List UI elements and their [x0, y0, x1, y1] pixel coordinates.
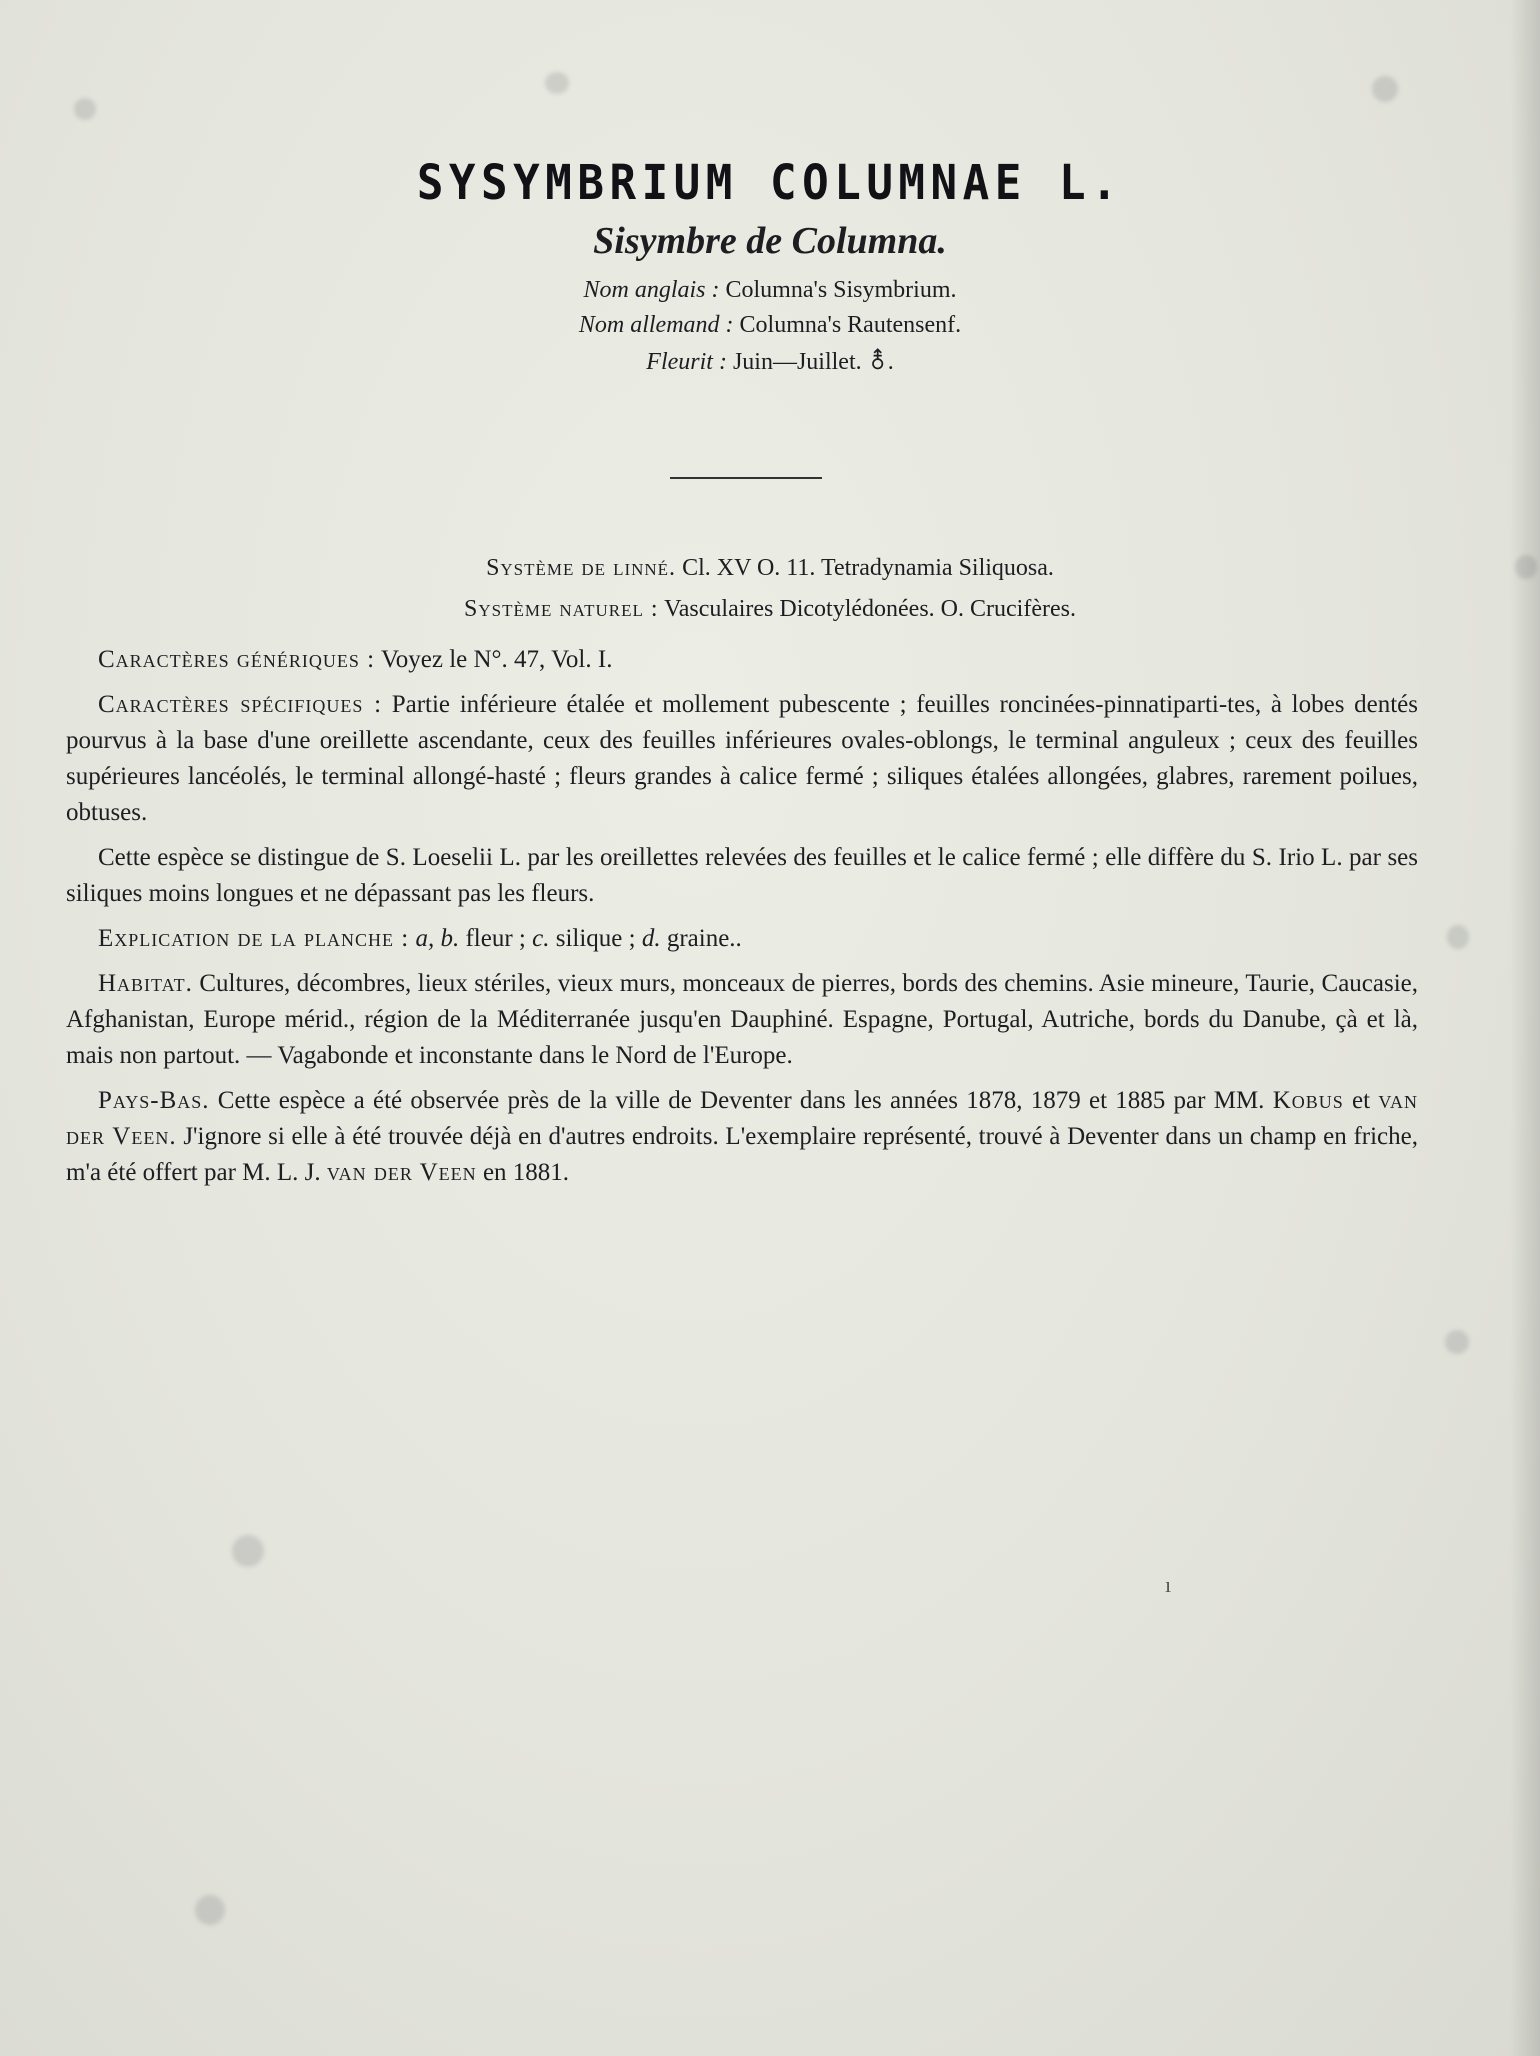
- generic-characters-value: Voyez le N°. 47, Vol. I.: [380, 646, 613, 673]
- linnaean-system-label: Système de linné.: [486, 555, 677, 581]
- plate-key-d: d.: [641, 925, 661, 952]
- linnaean-system-value: Cl. XV O. 11. Tetradynamia Siliquosa.: [682, 555, 1054, 581]
- plate-explanation-label: Explication de la planche :: [98, 925, 410, 952]
- english-name-value: Columna's Sisymbrium.: [725, 277, 957, 303]
- person-van-der-veen: van der Veen.: [66, 1087, 1418, 1150]
- german-name-value: Columna's Rautensenf.: [739, 312, 962, 338]
- person-kobus: Kobus: [1272, 1087, 1344, 1114]
- flowering-value: Juin—Juillet. ⚨.: [732, 349, 894, 375]
- person-van-der-veen-2: van der Veen: [326, 1159, 477, 1186]
- flowering-label: Fleurit :: [646, 349, 727, 375]
- german-name-label: Nom allemand :: [578, 312, 734, 338]
- netherlands-label: Pays-Bas.: [98, 1087, 210, 1114]
- plate-key-c: c.: [532, 925, 550, 952]
- body-text: [66, 642, 1418, 1200]
- divider: [670, 477, 822, 479]
- netherlands-text-3: en 1881.: [482, 1159, 570, 1186]
- netherlands-text-2: J'ignore si elle à été trouvée déjà en d'autres endroits. L'exemplaire représenté, trouvé à Deventer dans un champ en friche, m'a été offert par M. L. J.: [66, 1123, 1418, 1186]
- plate-key-b: b.: [440, 925, 460, 952]
- page-subtitle: Sisymbre de Columna.: [593, 220, 947, 262]
- header: [0, 155, 1540, 384]
- paper-stain: [74, 98, 96, 120]
- paper-stain: [1372, 76, 1398, 102]
- paper-stain: [195, 1895, 225, 1925]
- paper-stain: [1515, 555, 1537, 579]
- flowering-period: [0, 347, 1540, 376]
- plate-explanation: [66, 921, 1418, 957]
- natural-system-label: Système naturel :: [464, 596, 659, 622]
- specific-characters-value: Partie inférieure étalée et mollement pubescente ; feuilles roncinées-pinnatiparti-tes, à lobes dentés pourvus à la base d'une oreillette ascendante, ceux des feuilles inférieures ovales-oblongs, le terminal anguleux ; ceux des feuilles supérieures lancéolés, le terminal allongé-hasté ; fleurs grandes à calice fermé ; siliques étalées allongées, glabres, rarement poilues, obtuses.: [66, 691, 1418, 826]
- paper-mark: ı: [1165, 1572, 1172, 1597]
- plate-key-a: a,: [415, 925, 435, 952]
- generic-characters: [66, 642, 1418, 678]
- linnaean-system: [0, 555, 1540, 582]
- netherlands-text-1: Cette espèce a été observée près de la ville de Deventer dans les années 1878, 1879 et 1885 par MM.: [217, 1087, 1265, 1114]
- habitat-value: Cultures, décombres, lieux stériles, vieux murs, monceaux de pierres, bords des chemins. Asie mineure, Taurie, Caucasie, Afghanistan, Europe mérid., région de la Méditerranée jusqu'en Dauphiné. Espagne, Portugal, Autriche, bords du Danube, çà et là, mais non partout. — Vagabonde et inconstante dans le Nord de l'Europe.: [66, 970, 1419, 1069]
- natural-system: [0, 596, 1540, 623]
- plate-key-fleur: fleur ;: [465, 925, 526, 952]
- netherlands-paragraph: [66, 1083, 1418, 1191]
- plate-key-graine: graine..: [666, 925, 742, 952]
- specific-characters-label: Caractères spécifiques :: [98, 691, 383, 718]
- paper-stain: [1445, 1330, 1469, 1354]
- generic-characters-label: Caractères génériques :: [98, 646, 376, 673]
- page-title: SYSYMBRIUM COLUMNAE L.: [416, 155, 1124, 211]
- english-name-label: Nom anglais :: [583, 277, 720, 303]
- conjunction-et: et: [1352, 1087, 1371, 1114]
- english-name: [0, 277, 1540, 304]
- paper-stain: [232, 1535, 264, 1567]
- habitat-paragraph: [66, 966, 1418, 1074]
- plate-key-silique: silique ;: [555, 925, 636, 952]
- german-name: [0, 312, 1540, 339]
- natural-system-value: Vasculaires Dicotylédonées. O. Crucifères.: [664, 596, 1076, 622]
- paper-stain: [1447, 925, 1469, 949]
- distinction-paragraph: Cette espèce se distingue de S. Loeselii L. par les oreillettes relevées des feuilles et le calice fermé ; elle diffère du S. Irio L. par ses siliques moins longues et ne dépassant pas les fleurs.: [66, 844, 1418, 907]
- specific-characters: [66, 687, 1418, 831]
- classification: [0, 555, 1540, 637]
- paper-stain: [545, 72, 569, 94]
- habitat-label: Habitat.: [98, 970, 193, 997]
